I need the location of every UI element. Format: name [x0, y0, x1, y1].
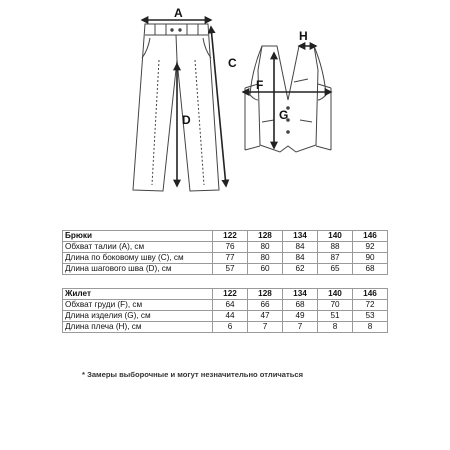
row-label: Длина плеча (H), см — [63, 322, 213, 333]
trousers-drawing — [133, 24, 219, 191]
table-title: Жилет — [63, 289, 213, 300]
cell-value: 51 — [318, 311, 353, 322]
row-label: Обхват груди (F), см — [63, 300, 213, 311]
size-header: 146 — [353, 289, 388, 300]
size-header: 146 — [353, 231, 388, 242]
size-header: 122 — [213, 231, 248, 242]
vest-drawing — [245, 46, 331, 152]
cell-value: 47 — [248, 311, 283, 322]
label-g: G — [279, 108, 289, 122]
size-header: 134 — [283, 231, 318, 242]
cell-value: 90 — [353, 253, 388, 264]
cell-value: 60 — [248, 264, 283, 275]
label-a: A — [174, 6, 183, 20]
cell-value: 49 — [283, 311, 318, 322]
label-c: C — [228, 56, 237, 70]
cell-value: 44 — [213, 311, 248, 322]
cell-value: 76 — [213, 242, 248, 253]
table-row — [63, 300, 388, 311]
trousers-size-table — [62, 230, 388, 275]
cell-value: 68 — [283, 300, 318, 311]
cell-value: 80 — [248, 242, 283, 253]
row-label: Длина изделия (G), см — [63, 311, 213, 322]
cell-value: 65 — [318, 264, 353, 275]
size-header: 128 — [248, 231, 283, 242]
size-header: 134 — [283, 289, 318, 300]
cell-value: 53 — [353, 311, 388, 322]
cell-value: 6 — [213, 322, 248, 333]
cell-value: 7 — [248, 322, 283, 333]
cell-value: 72 — [353, 300, 388, 311]
cell-value: 8 — [353, 322, 388, 333]
footnote: * Замеры выборочные и могут незначительно отличаться — [82, 370, 304, 379]
table-header-row — [63, 231, 388, 242]
cell-value: 84 — [283, 242, 318, 253]
size-header: 122 — [213, 289, 248, 300]
table-row — [63, 264, 388, 275]
cell-value: 87 — [318, 253, 353, 264]
cell-value: 92 — [353, 242, 388, 253]
table-row — [63, 322, 388, 333]
cell-value: 62 — [283, 264, 318, 275]
label-h: H — [299, 29, 308, 43]
cell-value: 88 — [318, 242, 353, 253]
cell-value: 77 — [213, 253, 248, 264]
cell-value: 68 — [353, 264, 388, 275]
label-d: D — [182, 113, 191, 127]
table-row — [63, 253, 388, 264]
cell-value: 7 — [283, 322, 318, 333]
cell-value: 84 — [283, 253, 318, 264]
size-header: 140 — [318, 231, 353, 242]
cell-value: 66 — [248, 300, 283, 311]
size-header: 140 — [318, 289, 353, 300]
size-header: 128 — [248, 289, 283, 300]
label-f: F — [256, 78, 264, 92]
row-label: Длина шагового шва (D), см — [63, 264, 213, 275]
cell-value: 8 — [318, 322, 353, 333]
row-label: Длина по боковому шву (C), см — [63, 253, 213, 264]
cell-value: 57 — [213, 264, 248, 275]
cell-value: 70 — [318, 300, 353, 311]
cell-value: 64 — [213, 300, 248, 311]
table-row — [63, 311, 388, 322]
row-label: Обхват талии (A), см — [63, 242, 213, 253]
table-title: Брюки — [63, 231, 213, 242]
vest-size-table — [62, 288, 388, 333]
table-header-row — [63, 289, 388, 300]
cell-value: 80 — [248, 253, 283, 264]
table-row — [63, 242, 388, 253]
